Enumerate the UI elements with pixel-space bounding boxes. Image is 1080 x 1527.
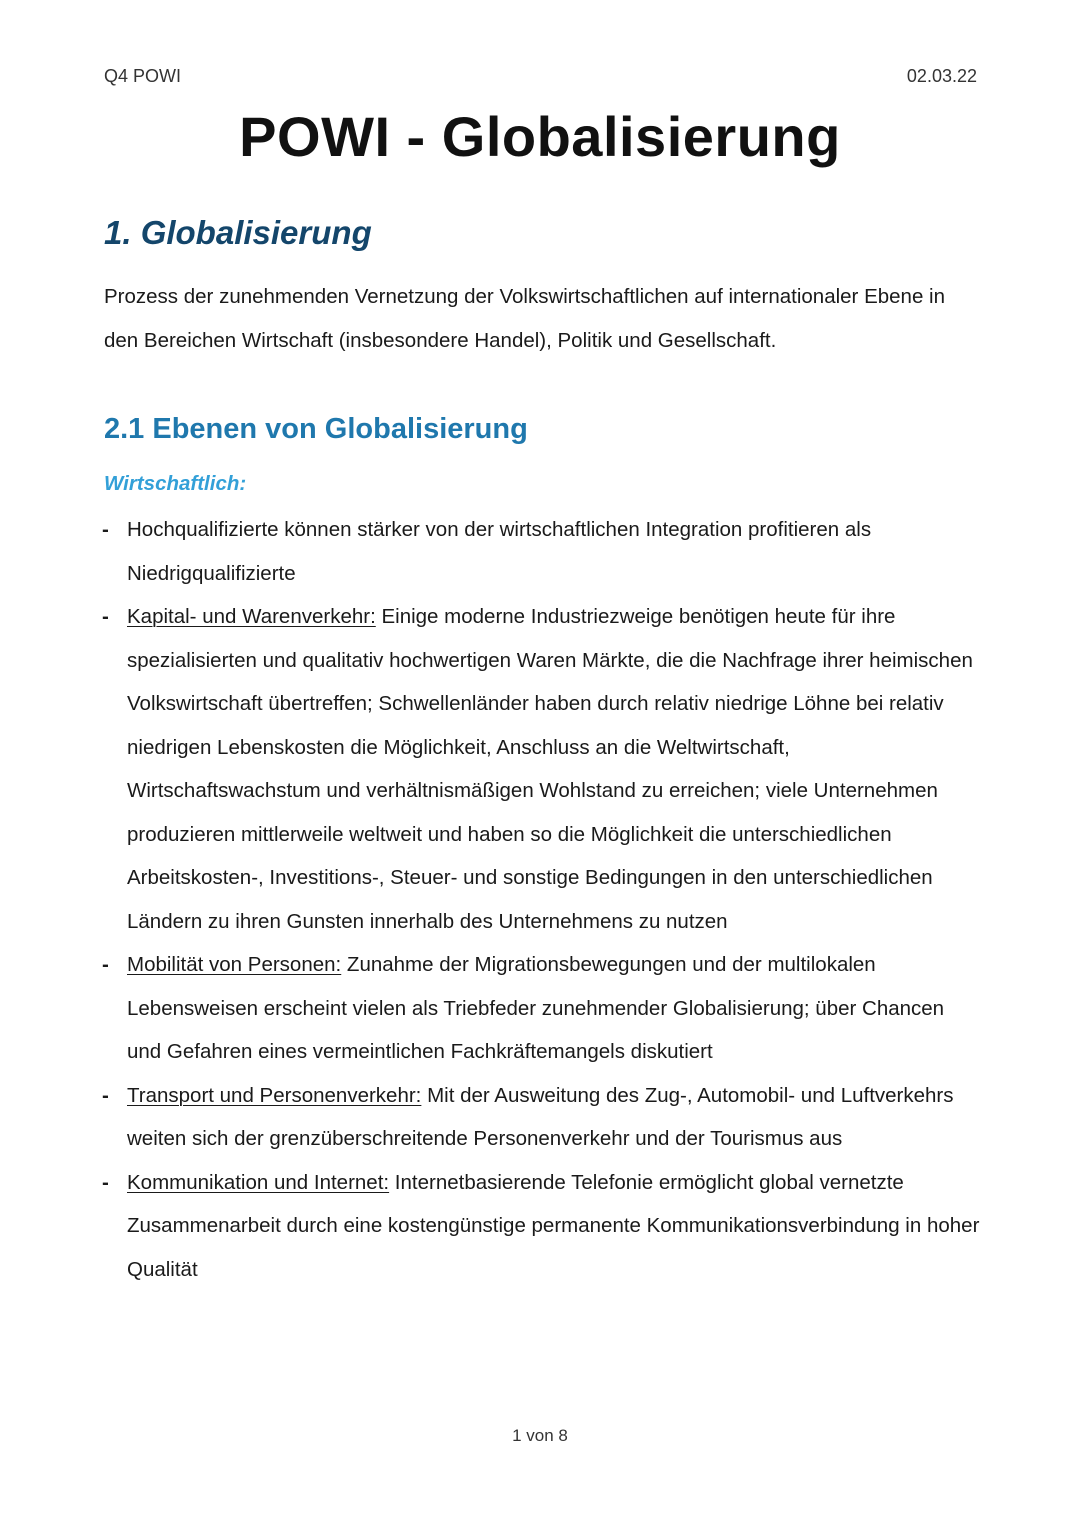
page-number: 1 von 8 — [512, 1426, 568, 1445]
list-item — [100, 508, 980, 595]
list-item-text: Internetbasierende Telefonie ermöglicht global vernetzte Zusammenarbeit durch eine kostengünstige permanente Kommunikationsverbindung in hoher Qualität — [127, 1170, 980, 1281]
list-item-text: Zunahme der Migrationsbewegungen und der multilokalen Lebensweisen erscheint vielen als Triebfeder zunehmender Globalisierung; über Chancen und Gefahren eines vermeintlichen Fachkräftemangels diskutiert — [127, 953, 945, 1063]
subheading-wirtschaftlich: Wirtschaftlich: — [104, 472, 247, 495]
list-item — [100, 943, 980, 1074]
header-date: 02.03.22 — [906, 66, 977, 86]
page-title: POWI - Globalisierung — [239, 105, 841, 168]
list-item — [100, 1074, 980, 1161]
bullet-list — [100, 508, 980, 1291]
list-item-text: Mit der Ausweitung des Zug-, Automobil- und Luftverkehrs weiten sich der grenzüberschreitende Personenverkehr und der Tourismus aus — [127, 1083, 954, 1150]
bullet-marker: - — [102, 1170, 109, 1194]
definition-paragraph: Prozess der zunehmenden Vernetzung der Volkswirtschaftlichen auf internationaler Ebene in den Bereichen Wirtschaft (insbesondere Handel), Politik und Gesellschaft. — [104, 285, 946, 352]
bullet-marker: - — [102, 1083, 109, 1107]
section-heading-globalisierung: 1. Globalisierung — [104, 214, 372, 251]
bullet-marker: - — [102, 605, 109, 628]
list-item-term: Kommunikation und Internet: — [127, 1170, 390, 1194]
list-item-term: Transport und Personenverkehr: — [127, 1083, 422, 1107]
section-heading-ebenen: 2.1 Ebenen von Globalisierung — [104, 413, 528, 445]
list-item-term: Mobilität von Personen: — [127, 953, 342, 976]
bullet-marker: - — [102, 518, 109, 541]
list-item — [100, 1161, 980, 1292]
list-item-text: Hochqualifizierte können stärker von der wirtschaftlichen Integration profitieren als Niedrigqualifizierte — [127, 518, 872, 585]
header-course: Q4 POWI — [104, 66, 182, 86]
list-item-text: Einige moderne Industriezweige benötigen heute für ihre spezialisierten und qualitativ hochwertigen Waren Märkte, die die Nachfrage ihrer heimischen Volkswirtschaft übertreffen; Schwellenländer haben durch relativ niedrige Löhne bei relativ niedrigen Lebenskosten die Möglichkeit, Anschluss an die Weltwirtschaft, Wirtschaftswachstum und verhältnismäßigen Wohlstand zu erreichen; viele Unternehmen produzieren mittlerweile weltweit und haben so die Möglichkeit die unterschiedlichen Arbeitskosten-, Investitions-, Steuer- und sonstige Bedingungen in den unterschiedlichen Ländern zu ihren Gunsten innerhalb des Unternehmens zu nutzen — [127, 605, 973, 933]
bullet-marker: - — [102, 953, 109, 976]
list-item-term: Kapital- und Warenverkehr: — [127, 605, 376, 628]
list-item — [100, 595, 980, 943]
